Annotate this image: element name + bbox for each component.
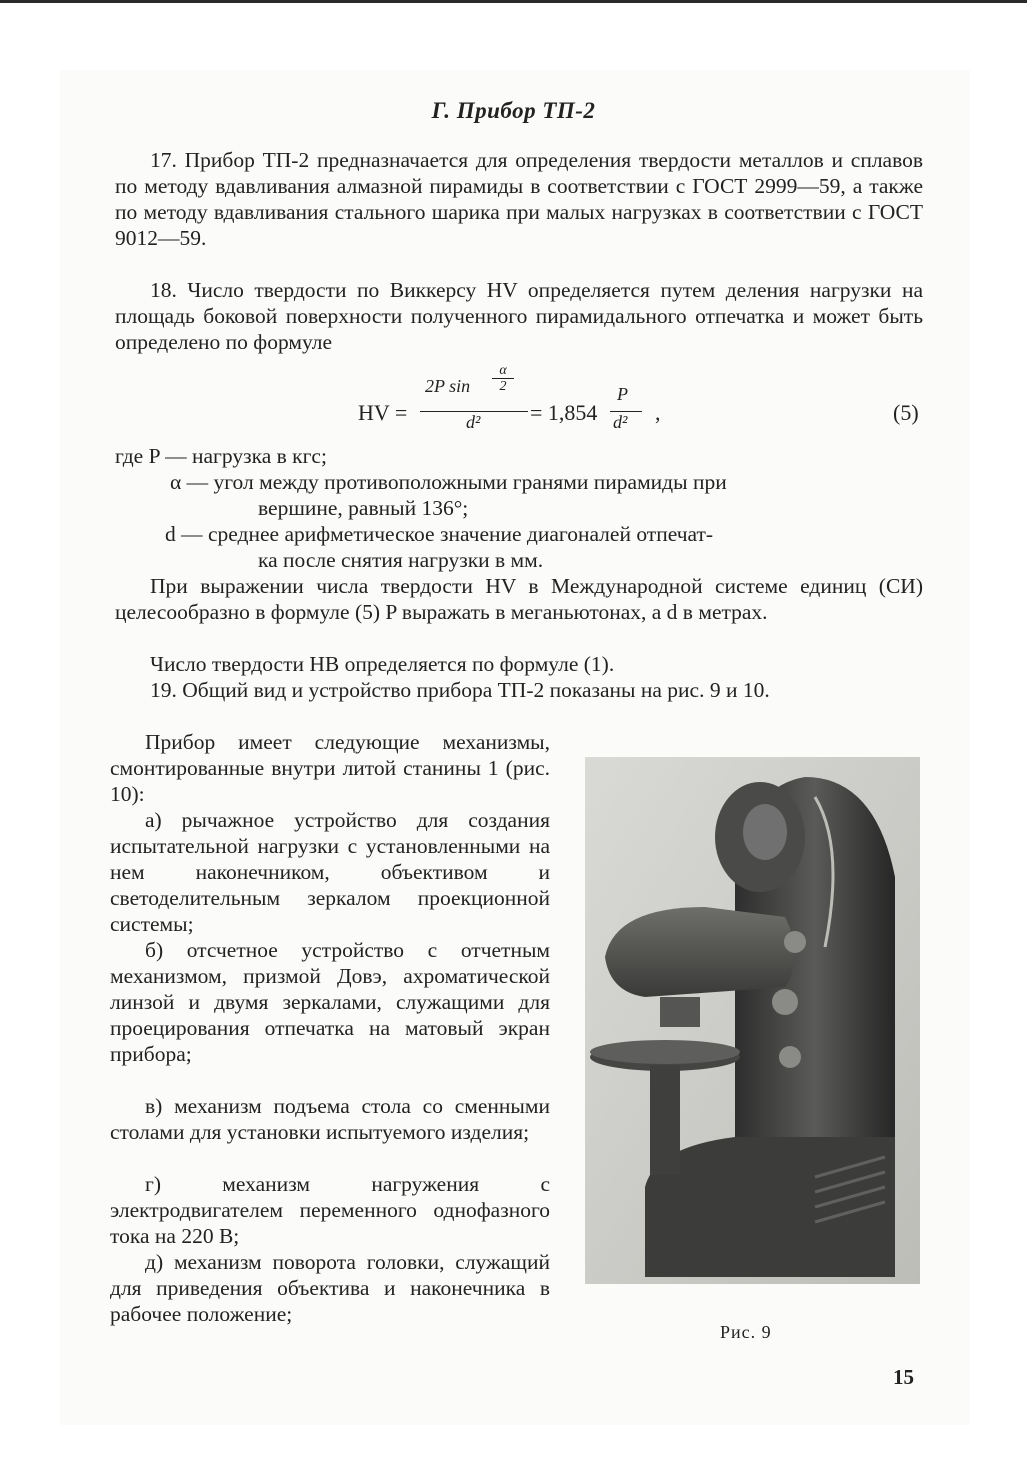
paragraph-18: 18. Число твердости по Виккерсу HV определяется путем деления нагрузки на площадь боковой поверхности полученного пирамидального отпечатка и может быть определено по формуле bbox=[115, 278, 923, 354]
top-border bbox=[0, 0, 1027, 3]
mechanisms-intro: Прибор имеет следующие механизмы, смонтированные внутри литой станины 1 (рис. 10): bbox=[110, 730, 550, 806]
figure-caption: Рис. 9 bbox=[720, 1322, 772, 1342]
projection-lens bbox=[743, 804, 787, 860]
indenter-holder bbox=[660, 997, 700, 1027]
instrument-base bbox=[645, 1137, 895, 1277]
mechanism-item-d: д) механизм поворота головки, служащий для приведения объектива и наконечника в рабочее положение; bbox=[110, 1250, 550, 1326]
formula-lhs: HV = bbox=[358, 400, 408, 425]
formula-coefficient: = 1,854 bbox=[530, 400, 598, 425]
paragraph-17: 17. Прибор ТП-2 предназначается для определения твердости металлов и сплавов по методу вдавливания алмазной пирамиды в соответствии с ГОСТ 2999—59, а также по методу вдавливания стального шарика при малых нагрузках в соответствии с ГОСТ 9012—59. bbox=[115, 148, 923, 250]
formula-two: 2 bbox=[499, 379, 507, 394]
paragraph-si: При выражении числа твердости HV в Международной системе единиц (СИ) целесообразно в формуле (5) P выражать в меганьютонах, а d в метрах. bbox=[115, 574, 923, 624]
mechanism-item-g: г) механизм нагружения с электродвигателем переменного однофазного тока на 220 В; bbox=[110, 1172, 550, 1248]
vickers-formula bbox=[0, 363, 1027, 442]
formula-numerator: 2P sin bbox=[425, 376, 471, 396]
mechanism-item-a: а) рычажное устройство для создания испытательной нагрузки с установленными на нем наконечником, объективом и светоделительным зеркалом проекционной системы; bbox=[110, 808, 550, 936]
page-number: 15 bbox=[893, 1365, 914, 1389]
section-title: Г. Прибор ТП-2 bbox=[431, 98, 596, 123]
definition-p: где P — нагрузка в кгс; bbox=[115, 444, 327, 468]
definition-d-line1: d — среднее арифметическое значение диагоналей отпечат- bbox=[165, 522, 714, 546]
mechanism-item-v: в) механизм подъема стола со сменными столами для установки испытуемого изделия; bbox=[110, 1094, 550, 1144]
specimen-table-top bbox=[590, 1040, 740, 1064]
formula-number: (5) bbox=[893, 400, 919, 425]
formula-denominator-2: d² bbox=[613, 412, 628, 432]
formula-denominator-1: d² bbox=[466, 412, 481, 432]
mechanism-item-b: б) отсчетное устройство с отчетным механизмом, призмой Довэ, ахроматической линзой и двумя зеркалами, служащими для проецирования отпечатка на матовый экран прибора; bbox=[110, 938, 550, 1066]
formula-alpha-fraction bbox=[492, 364, 514, 393]
formula-p: P bbox=[617, 384, 628, 404]
paragraph-hb: Число твердости НВ определяется по формуле (1). bbox=[150, 652, 615, 676]
paragraph-19: 19. Общий вид и устройство прибора ТП-2 показаны на рис. 9 и 10. bbox=[150, 678, 770, 702]
definition-alpha-line1: α — угол между противоположными гранями пирамиды при bbox=[170, 470, 727, 494]
formula-comma: , bbox=[655, 400, 661, 425]
tp2-instrument-photo bbox=[585, 757, 920, 1284]
formula-alpha: α bbox=[499, 363, 507, 378]
table-screw bbox=[650, 1065, 680, 1175]
instrument-head bbox=[605, 907, 795, 997]
definition-d-line2: ка после снятия нагрузки в мм. bbox=[258, 548, 544, 572]
definition-alpha-line2: вершине, равный 136°; bbox=[258, 496, 469, 520]
